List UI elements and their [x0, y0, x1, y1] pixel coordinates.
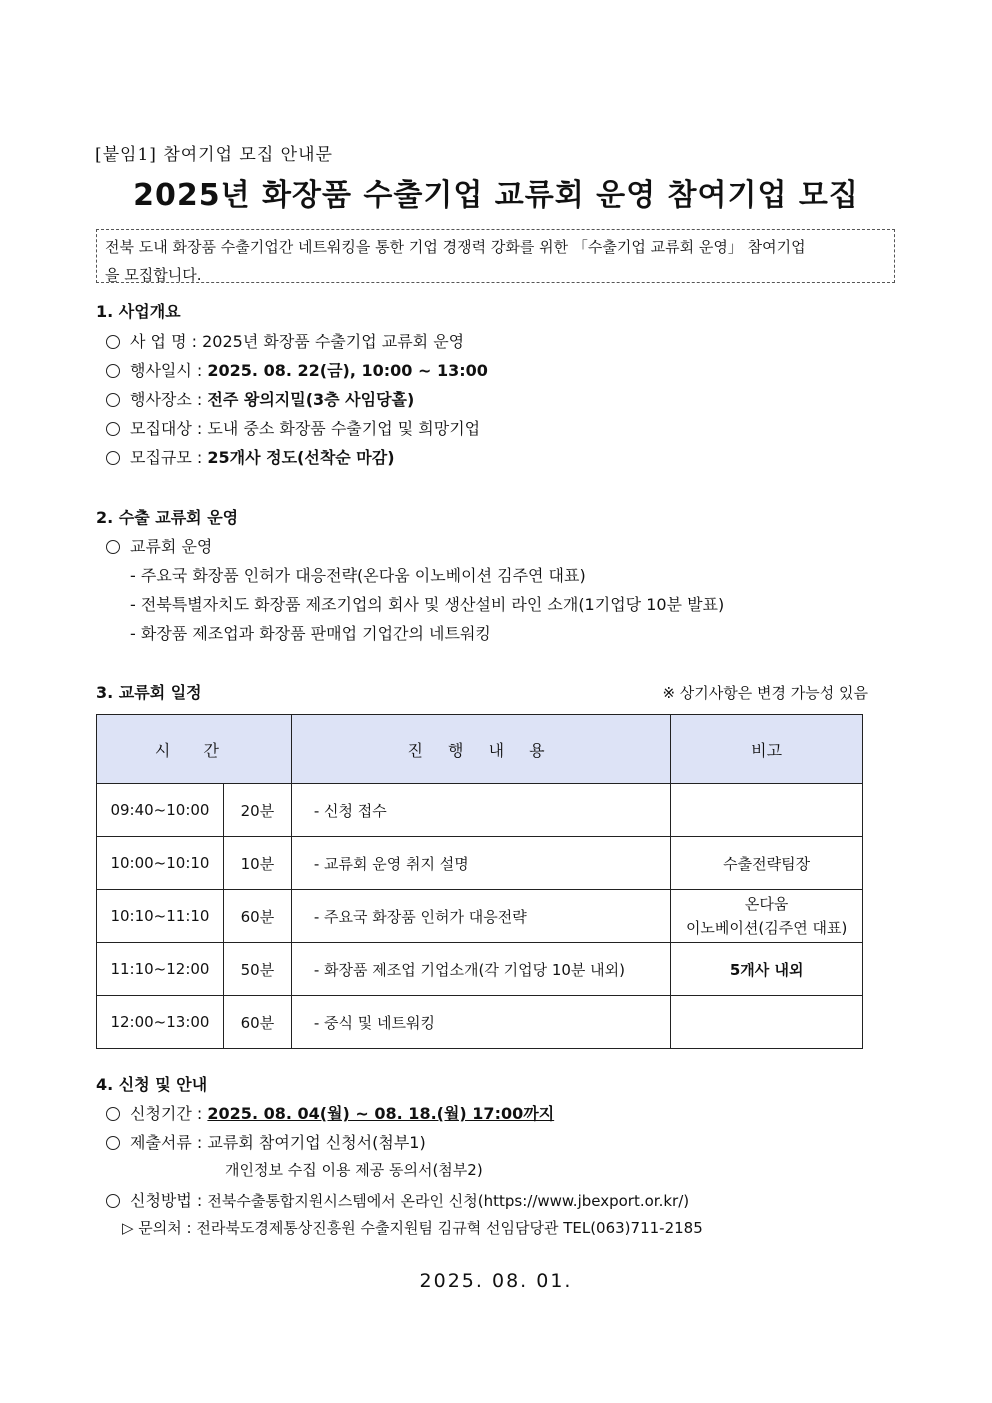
header-time: 시 간	[97, 715, 292, 784]
section2-heading: 2. 수출 교류회 운영	[96, 508, 239, 527]
sub-heading-text: 교류회 운영	[130, 537, 213, 556]
submit-docs-label: 제출서류 :	[130, 1133, 203, 1152]
section3-heading: 3. 교류회 일정	[96, 683, 202, 702]
circle-bullet-icon	[106, 1194, 120, 1208]
table-row	[97, 890, 863, 943]
overview-value: 도내 중소 화장품 수출기업 및 희망기업	[207, 419, 481, 438]
program-item: - 전북특별자치도 화장품 제조기업의 회사 및 생산설비 라인 소개(1기업당 10분 발표)	[130, 595, 725, 614]
time-cell: 09:40~10:00	[97, 784, 224, 837]
overview-value: 2025. 08. 22(금), 10:00 ~ 13:00	[207, 361, 488, 380]
remark-cell	[671, 996, 863, 1049]
duration-cell: 60분	[223, 996, 291, 1049]
table-header-row	[97, 715, 863, 784]
apply-method-value: 전북수출통합지원시스템에서 온라인 신청(https://www.jbexport.or.kr/)	[207, 1192, 690, 1210]
circle-bullet-icon	[106, 540, 120, 554]
document-date: 2025. 08. 01.	[419, 1270, 573, 1292]
overview-value: 전주 왕의지밀(3층 사임당홀)	[207, 390, 415, 409]
attachment-label: [붙임1] 참여기업 모집 안내문	[95, 145, 333, 165]
time-cell: 11:10~12:00	[97, 943, 224, 996]
duration-cell: 60분	[223, 890, 291, 943]
table-row	[97, 996, 863, 1049]
duration-cell: 50분	[223, 943, 291, 996]
overview-label: 사 업 명	[130, 332, 187, 351]
remark-cell: 수출전략팀장	[671, 837, 863, 890]
circle-bullet-icon	[106, 422, 120, 436]
duration-cell: 10분	[223, 837, 291, 890]
remark-line-2: 이노베이션(김주연 대표)	[685, 919, 848, 937]
table-row	[97, 837, 863, 890]
apply-period-label: 신청기간 :	[130, 1104, 203, 1123]
header-remark: 비고	[671, 715, 863, 784]
submit-docs-value-1: 교류회 참여기업 신청서(첨부1)	[207, 1133, 426, 1152]
circle-bullet-icon	[106, 335, 120, 349]
content-cell: - 중식 및 네트워킹	[291, 996, 670, 1049]
section1-heading: 1. 사업개요	[96, 302, 181, 321]
content-cell: - 화장품 제조업 기업소개(각 기업당 10분 내외)	[291, 943, 670, 996]
overview-value: 25개사 정도(선착순 마감)	[207, 448, 395, 467]
schedule-table	[96, 714, 863, 1049]
remark-line-1: 온다움	[744, 895, 789, 913]
overview-label: 모집대상	[130, 419, 192, 438]
header-content: 진 행 내 용	[291, 715, 670, 784]
contact-info: ▷ 문의처 : 전라북도경제통상진흥원 수출지원팀 김규혁 선임담당관 TEL(063)711-2185	[122, 1219, 703, 1237]
circle-bullet-icon	[106, 364, 120, 378]
overview-value: 2025년 화장품 수출기업 교류회 운영	[202, 332, 465, 351]
section2-sub-heading	[106, 534, 212, 557]
program-item: - 주요국 화장품 인허가 대응전략(온다움 이노베이션 김주연 대표)	[130, 566, 586, 585]
content-cell: - 주요국 화장품 인허가 대응전략	[291, 890, 670, 943]
content-cell: - 교류회 운영 취지 설명	[291, 837, 670, 890]
time-cell: 10:00~10:10	[97, 837, 224, 890]
apply-method-label: 신청방법 :	[130, 1191, 203, 1210]
table-row	[97, 784, 863, 837]
overview-item-target: 모집대상 : 도내 중소 화장품 수출기업 및 희망기업	[106, 416, 480, 439]
remark-cell	[671, 784, 863, 837]
circle-bullet-icon	[106, 1136, 120, 1150]
program-item: - 화장품 제조업과 화장품 판매업 기업간의 네트워킹	[130, 624, 491, 643]
submit-docs	[106, 1130, 426, 1153]
overview-item-datetime: 행사일시 : 2025. 08. 22(금), 10:00 ~ 13:00	[106, 358, 488, 381]
circle-bullet-icon	[106, 1107, 120, 1121]
circle-bullet-icon	[106, 451, 120, 465]
intro-line-2: 을 모집합니다.	[105, 266, 202, 284]
schedule-note: ※ 상기사항은 변경 가능성 있음	[662, 684, 868, 702]
table-row	[97, 943, 863, 996]
duration-cell: 20분	[223, 784, 291, 837]
section4-heading: 4. 신청 및 안내	[96, 1075, 208, 1094]
intro-box	[96, 229, 895, 283]
circle-bullet-icon	[106, 393, 120, 407]
apply-period-value: 2025. 08. 04(월) ~ 08. 18.(월) 17:00까지	[207, 1104, 555, 1123]
overview-item-name: 사 업 명 : 2025년 화장품 수출기업 교류회 운영	[106, 329, 464, 352]
overview-label: 행사장소	[130, 390, 192, 409]
intro-line-1: 전북 도내 화장품 수출기업간 네트워킹을 통한 기업 경쟁력 강화를 위한 「수출기업 교류회 운영」 참여기업	[105, 238, 806, 256]
apply-period	[106, 1101, 554, 1124]
overview-label: 행사일시	[130, 361, 192, 380]
page-title: 2025년 화장품 수출기업 교류회 운영 참여기업 모집	[133, 178, 859, 213]
overview-item-venue: 행사장소 : 전주 왕의지밀(3층 사임당홀)	[106, 387, 414, 410]
overview-item-scale: 모집규모 : 25개사 정도(선착순 마감)	[106, 445, 395, 468]
remark-cell: 5개사 내외	[671, 943, 863, 996]
submit-docs-value-2: 개인정보 수집 이용 제공 동의서(첨부2)	[225, 1161, 483, 1179]
remark-cell	[671, 890, 863, 943]
time-cell: 10:10~11:10	[97, 890, 224, 943]
overview-label: 모집규모	[130, 448, 192, 467]
content-cell: - 신청 접수	[291, 784, 670, 837]
apply-method	[106, 1188, 689, 1211]
time-cell: 12:00~13:00	[97, 996, 224, 1049]
